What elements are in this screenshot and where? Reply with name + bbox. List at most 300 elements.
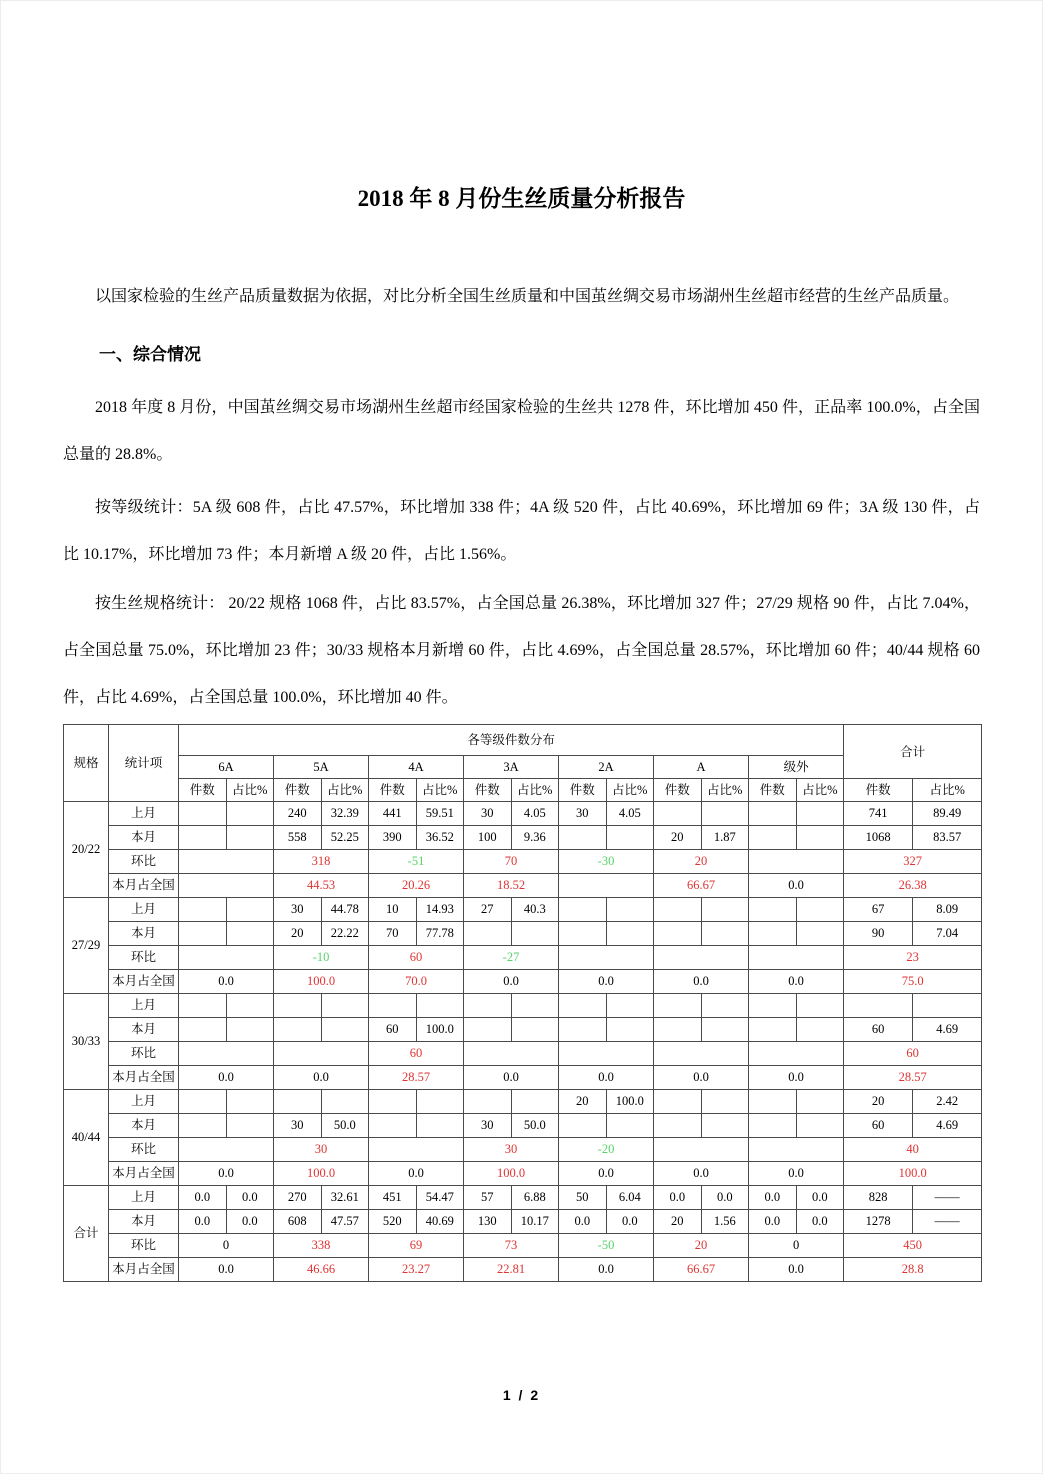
paragraph-overview: 2018 年度 8 月份，中国茧丝绸交易市场湖州生丝超市经国家检验的生丝共 1278 件，环比增加 450 件，正品率 100.0%，占全国总量的 28.8%。: [63, 399, 980, 463]
table-cell: [796, 1018, 844, 1042]
table-cell: [749, 850, 844, 874]
table-cell: [796, 922, 844, 946]
table-cell: 23.27: [369, 1258, 464, 1282]
table-cell: 32.39: [321, 802, 369, 826]
table-cell: [511, 1018, 559, 1042]
table-cell: 66.67: [654, 1258, 749, 1282]
row-label: 本月: [109, 1114, 179, 1138]
table-cell: [226, 994, 274, 1018]
table-cell: 450: [844, 1234, 982, 1258]
table-cell: -20: [559, 1138, 654, 1162]
table-cell: [559, 946, 654, 970]
table-cell: [179, 850, 274, 874]
table-cell: 1278: [844, 1210, 913, 1234]
table-cell: [749, 994, 797, 1018]
table-cell: [701, 1090, 749, 1114]
row-label: 本月占全国: [109, 1258, 179, 1282]
table-cell: 100.0: [416, 1018, 464, 1042]
table-cell: 2.42: [913, 1090, 982, 1114]
table-row: [64, 826, 982, 850]
table-cell: [179, 1042, 274, 1066]
table-cell: 0.0: [226, 1186, 274, 1210]
table-cell: [654, 994, 702, 1018]
table-cell: 6.04: [606, 1186, 654, 1210]
table-cell: [559, 898, 607, 922]
section-heading: 一、综合情况: [99, 345, 201, 364]
table-cell: 0.0: [796, 1210, 844, 1234]
table-cell: [369, 994, 417, 1018]
table-cell: 0: [749, 1234, 844, 1258]
table-cell: 60: [844, 1042, 982, 1066]
table-cell: -27: [464, 946, 559, 970]
table-cell: 36.52: [416, 826, 464, 850]
table-row: [64, 1090, 982, 1114]
table-cell: [796, 802, 844, 826]
row-label: 本月: [109, 826, 179, 850]
table-cell: 4.05: [511, 802, 559, 826]
table-cell: 338: [274, 1234, 369, 1258]
table-cell: 22.81: [464, 1258, 559, 1282]
table-cell: [654, 1018, 702, 1042]
table-cell: [226, 1090, 274, 1114]
table-cell: 20: [559, 1090, 607, 1114]
table-cell: [796, 1090, 844, 1114]
table-cell: 26.38: [844, 874, 982, 898]
table-cell: [606, 1114, 654, 1138]
table-cell: [844, 994, 913, 1018]
table-cell: 0.0: [559, 1258, 654, 1282]
table-row: [64, 1138, 982, 1162]
row-label: 本月: [109, 922, 179, 946]
table-row: [64, 1066, 982, 1090]
table-cell: 73: [464, 1234, 559, 1258]
table-cell: 54.47: [416, 1186, 464, 1210]
spec-label: 27/29: [64, 898, 109, 994]
table-cell: [464, 1042, 559, 1066]
table-cell: 0.0: [464, 970, 559, 994]
table-cell: [606, 994, 654, 1018]
table-cell: [559, 994, 607, 1018]
table-cell: 0.0: [226, 1210, 274, 1234]
table-cell: [654, 1114, 702, 1138]
table-cell: [179, 1138, 274, 1162]
table-cell: 0.0: [464, 1066, 559, 1090]
table-cell: [226, 1114, 274, 1138]
table-cell: 0.0: [749, 970, 844, 994]
table-cell: 0.0: [654, 970, 749, 994]
table-cell: 89.49: [913, 802, 982, 826]
table-cell: 14.93: [416, 898, 464, 922]
table-cell: 0.0: [654, 1162, 749, 1186]
table-cell: 451: [369, 1186, 417, 1210]
table-cell: 40.3: [511, 898, 559, 922]
table-cell: 10: [369, 898, 417, 922]
table-cell: 28.57: [844, 1066, 982, 1090]
table-cell: 520: [369, 1210, 417, 1234]
table-cell: 47.57: [321, 1210, 369, 1234]
table-cell: [226, 826, 274, 850]
table-cell: 60: [369, 946, 464, 970]
table-cell: [701, 898, 749, 922]
table-cell: 30: [274, 1114, 322, 1138]
table-row: [64, 874, 982, 898]
table-cell: [654, 1042, 749, 1066]
table-cell: 20: [654, 1210, 702, 1234]
table-cell: [369, 1090, 417, 1114]
table-row: [64, 1210, 982, 1234]
table-cell: 741: [844, 802, 913, 826]
row-label: 本月占全国: [109, 1162, 179, 1186]
table-cell: 30: [559, 802, 607, 826]
header-spec: 规格: [64, 725, 109, 802]
row-label: 环比: [109, 1234, 179, 1258]
header-pct: 占比%: [796, 779, 844, 802]
table-cell: [179, 1018, 227, 1042]
table-cell: [179, 802, 227, 826]
table-cell: 66.67: [654, 874, 749, 898]
header-total: 合计: [844, 725, 982, 779]
table-cell: [606, 1018, 654, 1042]
table-row: [64, 1258, 982, 1282]
row-label: 环比: [109, 946, 179, 970]
table-row: [64, 898, 982, 922]
table-cell: [701, 922, 749, 946]
header-grade: 6A: [179, 756, 274, 779]
table-cell: [179, 922, 227, 946]
table-cell: [796, 898, 844, 922]
table-cell: 70: [369, 922, 417, 946]
table-row: [64, 1114, 982, 1138]
table-cell: [464, 1090, 512, 1114]
table-cell: [749, 1114, 797, 1138]
page-title: 2018 年 8 月份生丝质量分析报告: [357, 186, 686, 211]
table-cell: 67: [844, 898, 913, 922]
header-grade: A: [654, 756, 749, 779]
table-cell: 69: [369, 1234, 464, 1258]
table-row: [64, 1186, 982, 1210]
paragraph-by-spec: 按生丝规格统计： 20/22 规格 1068 件，占比 83.57%，占全国总量 26.38%，环比增加 327 件；27/29 规格 90 件，占比 7.04%，占全国总量 75.0%，环比增加 23 件；30/33 规格本月新增 60 件，占比 4.69%，占全国总量 28.57%，环比增加 60 件；40/44 规格 60 件，占比 4.69%，占全国总量 100.0%，环比增加 40 件。: [63, 595, 980, 706]
table-cell: 0: [179, 1234, 274, 1258]
table-cell: 0.0: [654, 1186, 702, 1210]
table-cell: [511, 994, 559, 1018]
table-cell: 0.0: [701, 1186, 749, 1210]
table-cell: 0.0: [749, 1210, 797, 1234]
table-row: [64, 922, 982, 946]
header-grade: 4A: [369, 756, 464, 779]
table-cell: 4.69: [913, 1114, 982, 1138]
table-cell: 0.0: [179, 1066, 274, 1090]
table-cell: [701, 994, 749, 1018]
row-label: 上月: [109, 994, 179, 1018]
table-cell: ——: [913, 1186, 982, 1210]
table-cell: [369, 1114, 417, 1138]
table-cell: 18.52: [464, 874, 559, 898]
table-cell: 60: [844, 1018, 913, 1042]
table-cell: 46.66: [274, 1258, 369, 1282]
table-cell: [559, 826, 607, 850]
table-cell: 20: [654, 826, 702, 850]
table-cell: 130: [464, 1210, 512, 1234]
table-cell: [913, 994, 982, 1018]
table-cell: 318: [274, 850, 369, 874]
table-cell: [559, 1018, 607, 1042]
table-cell: [226, 922, 274, 946]
table-cell: [179, 1090, 227, 1114]
table-cell: 0.0: [749, 1162, 844, 1186]
table-cell: 10.17: [511, 1210, 559, 1234]
table-cell: 441: [369, 802, 417, 826]
table-cell: 0.0: [749, 1186, 797, 1210]
table-cell: [321, 1090, 369, 1114]
table-cell: [701, 1018, 749, 1042]
table-cell: [321, 1018, 369, 1042]
table-cell: 0.0: [749, 1066, 844, 1090]
header-grade: 3A: [464, 756, 559, 779]
table-cell: 327: [844, 850, 982, 874]
table-cell: 90: [844, 922, 913, 946]
table-cell: [559, 922, 607, 946]
spec-label: 40/44: [64, 1090, 109, 1186]
table-cell: 0.0: [369, 1162, 464, 1186]
table-cell: -30: [559, 850, 654, 874]
table-cell: [179, 898, 227, 922]
table-cell: 0.0: [654, 1066, 749, 1090]
table-cell: 28.8: [844, 1258, 982, 1282]
table-cell: 70.0: [369, 970, 464, 994]
table-cell: [464, 994, 512, 1018]
table-cell: 100.0: [844, 1162, 982, 1186]
table-cell: 1.87: [701, 826, 749, 850]
page-number: 1 / 2: [502, 1387, 541, 1403]
table-cell: [559, 874, 654, 898]
table-cell: 0.0: [274, 1066, 369, 1090]
table-cell: [274, 1018, 322, 1042]
paragraph-by-grade: 按等级统计：5A 级 608 件，占比 47.57%，环比增加 338 件；4A 级 520 件，占比 40.69%，环比增加 69 件；3A 级 130 件，占比 10.17%，环比增加 73 件；本月新增 A 级 20 件，占比 1.56%。: [63, 499, 980, 563]
table-cell: 40: [844, 1138, 982, 1162]
table-cell: 59.51: [416, 802, 464, 826]
report-table: [63, 724, 982, 1282]
table-cell: 57: [464, 1186, 512, 1210]
table-cell: 30: [464, 1138, 559, 1162]
table-cell: [749, 826, 797, 850]
table-cell: [274, 1090, 322, 1114]
table-cell: [749, 898, 797, 922]
table-cell: 1.56: [701, 1210, 749, 1234]
table-cell: 44.53: [274, 874, 369, 898]
table-cell: [226, 898, 274, 922]
table-cell: 0.0: [749, 1258, 844, 1282]
table-cell: 30: [464, 802, 512, 826]
table-cell: 50: [559, 1186, 607, 1210]
table-cell: [464, 1018, 512, 1042]
table-cell: [606, 922, 654, 946]
header-pct: 占比%: [226, 779, 274, 802]
table-row: [64, 850, 982, 874]
table-cell: 44.78: [321, 898, 369, 922]
table-cell: [179, 1114, 227, 1138]
header-count: 件数: [559, 779, 607, 802]
table-cell: 0.0: [559, 1162, 654, 1186]
table-cell: [416, 1114, 464, 1138]
table-cell: 100.0: [274, 970, 369, 994]
table-cell: 0.0: [179, 1258, 274, 1282]
table-cell: 390: [369, 826, 417, 850]
header-count: 件数: [464, 779, 512, 802]
table-cell: 60: [369, 1018, 417, 1042]
row-label: 上月: [109, 802, 179, 826]
spec-label: 合计: [64, 1186, 109, 1282]
header-count: 件数: [654, 779, 702, 802]
table-cell: [654, 802, 702, 826]
table-cell: 9.36: [511, 826, 559, 850]
table-cell: [654, 946, 749, 970]
table-cell: [749, 946, 844, 970]
row-label: 本月占全国: [109, 970, 179, 994]
table-cell: [416, 1090, 464, 1114]
header-count: 件数: [274, 779, 322, 802]
table-cell: [179, 874, 274, 898]
table-cell: [511, 922, 559, 946]
table-cell: [796, 994, 844, 1018]
spec-label: 30/33: [64, 994, 109, 1090]
table-cell: [226, 1018, 274, 1042]
table-cell: 20: [654, 1234, 749, 1258]
table-cell: 7.04: [913, 922, 982, 946]
table-cell: [749, 1042, 844, 1066]
table-cell: 0.0: [179, 970, 274, 994]
table-cell: 22.22: [321, 922, 369, 946]
header-grade: 5A: [274, 756, 369, 779]
table-cell: 50.0: [321, 1114, 369, 1138]
table-cell: 20: [844, 1090, 913, 1114]
table-cell: [464, 922, 512, 946]
table-cell: [749, 922, 797, 946]
table-cell: 0.0: [179, 1162, 274, 1186]
spec-label: 20/22: [64, 802, 109, 898]
table-cell: [654, 1138, 749, 1162]
table-cell: 0.0: [559, 1066, 654, 1090]
table-cell: -51: [369, 850, 464, 874]
table-cell: [606, 898, 654, 922]
table-row: [64, 802, 982, 826]
table-row: [64, 946, 982, 970]
table-cell: 0.0: [179, 1210, 227, 1234]
table-cell: 0.0: [606, 1210, 654, 1234]
table-cell: 608: [274, 1210, 322, 1234]
row-label: 环比: [109, 1138, 179, 1162]
paragraph-intro: 以国家检验的生丝产品质量数据为依据，对比分析全国生丝质量和中国茧丝绸交易市场湖州生丝超市经营的生丝产品质量。: [95, 288, 960, 305]
table-cell: 100.0: [464, 1162, 559, 1186]
table-cell: 0.0: [559, 970, 654, 994]
table-cell: [511, 1090, 559, 1114]
table-cell: [749, 1138, 844, 1162]
header-count: 件数: [844, 779, 913, 802]
document-content: [1, 183, 1042, 1282]
header-grade: 级外: [749, 756, 844, 779]
table-cell: [749, 1018, 797, 1042]
table-cell: [179, 826, 227, 850]
row-label: 上月: [109, 1186, 179, 1210]
table-cell: [701, 802, 749, 826]
table-cell: 20: [274, 922, 322, 946]
table-cell: 0.0: [796, 1186, 844, 1210]
table-cell: 828: [844, 1186, 913, 1210]
row-label: 本月: [109, 1018, 179, 1042]
table-cell: 1068: [844, 826, 913, 850]
table-cell: 100.0: [606, 1090, 654, 1114]
header-pct: 占比%: [701, 779, 749, 802]
table-cell: [796, 1114, 844, 1138]
header-pct: 占比%: [321, 779, 369, 802]
table-cell: [606, 826, 654, 850]
header-grade: 2A: [559, 756, 654, 779]
table-cell: 100: [464, 826, 512, 850]
table-cell: [274, 994, 322, 1018]
table-cell: 52.25: [321, 826, 369, 850]
table-cell: 32.61: [321, 1186, 369, 1210]
row-label: 上月: [109, 1090, 179, 1114]
table-cell: 558: [274, 826, 322, 850]
table-cell: 30: [464, 1114, 512, 1138]
table-cell: 240: [274, 802, 322, 826]
table-cell: 20.26: [369, 874, 464, 898]
table-cell: 60: [369, 1042, 464, 1066]
header-count: 件数: [369, 779, 417, 802]
table-row: [64, 1234, 982, 1258]
table-row: [64, 1162, 982, 1186]
header-pct: 占比%: [416, 779, 464, 802]
table-cell: 50.0: [511, 1114, 559, 1138]
table-cell: [654, 898, 702, 922]
table-cell: 0.0: [559, 1210, 607, 1234]
table-cell: 60: [844, 1114, 913, 1138]
table-cell: ——: [913, 1210, 982, 1234]
row-label: 上月: [109, 898, 179, 922]
table-row: [64, 970, 982, 994]
table-cell: [701, 1114, 749, 1138]
table-cell: [179, 946, 274, 970]
table-cell: [274, 1042, 369, 1066]
table-cell: 4.05: [606, 802, 654, 826]
row-label: 环比: [109, 850, 179, 874]
table-cell: 4.69: [913, 1018, 982, 1042]
row-label: 本月: [109, 1210, 179, 1234]
table-cell: 77.78: [416, 922, 464, 946]
table-cell: 8.09: [913, 898, 982, 922]
table-cell: [559, 1042, 654, 1066]
table-cell: 0.0: [749, 874, 844, 898]
table-cell: 30: [274, 1138, 369, 1162]
table-cell: -50: [559, 1234, 654, 1258]
header-distribution: 各等级件数分布: [179, 725, 844, 756]
table-cell: [654, 922, 702, 946]
table-cell: [321, 994, 369, 1018]
row-label: 环比: [109, 1042, 179, 1066]
table-cell: 30: [274, 898, 322, 922]
table-cell: 27: [464, 898, 512, 922]
table-cell: [226, 802, 274, 826]
header-pct: 占比%: [913, 779, 982, 802]
table-cell: 100.0: [274, 1162, 369, 1186]
table-cell: 75.0: [844, 970, 982, 994]
table-cell: [559, 1114, 607, 1138]
row-label: 本月占全国: [109, 1066, 179, 1090]
table-cell: 28.57: [369, 1066, 464, 1090]
table-cell: [654, 1090, 702, 1114]
header-stat-item: 统计项: [109, 725, 179, 802]
table-cell: 70: [464, 850, 559, 874]
table-row: [64, 1042, 982, 1066]
